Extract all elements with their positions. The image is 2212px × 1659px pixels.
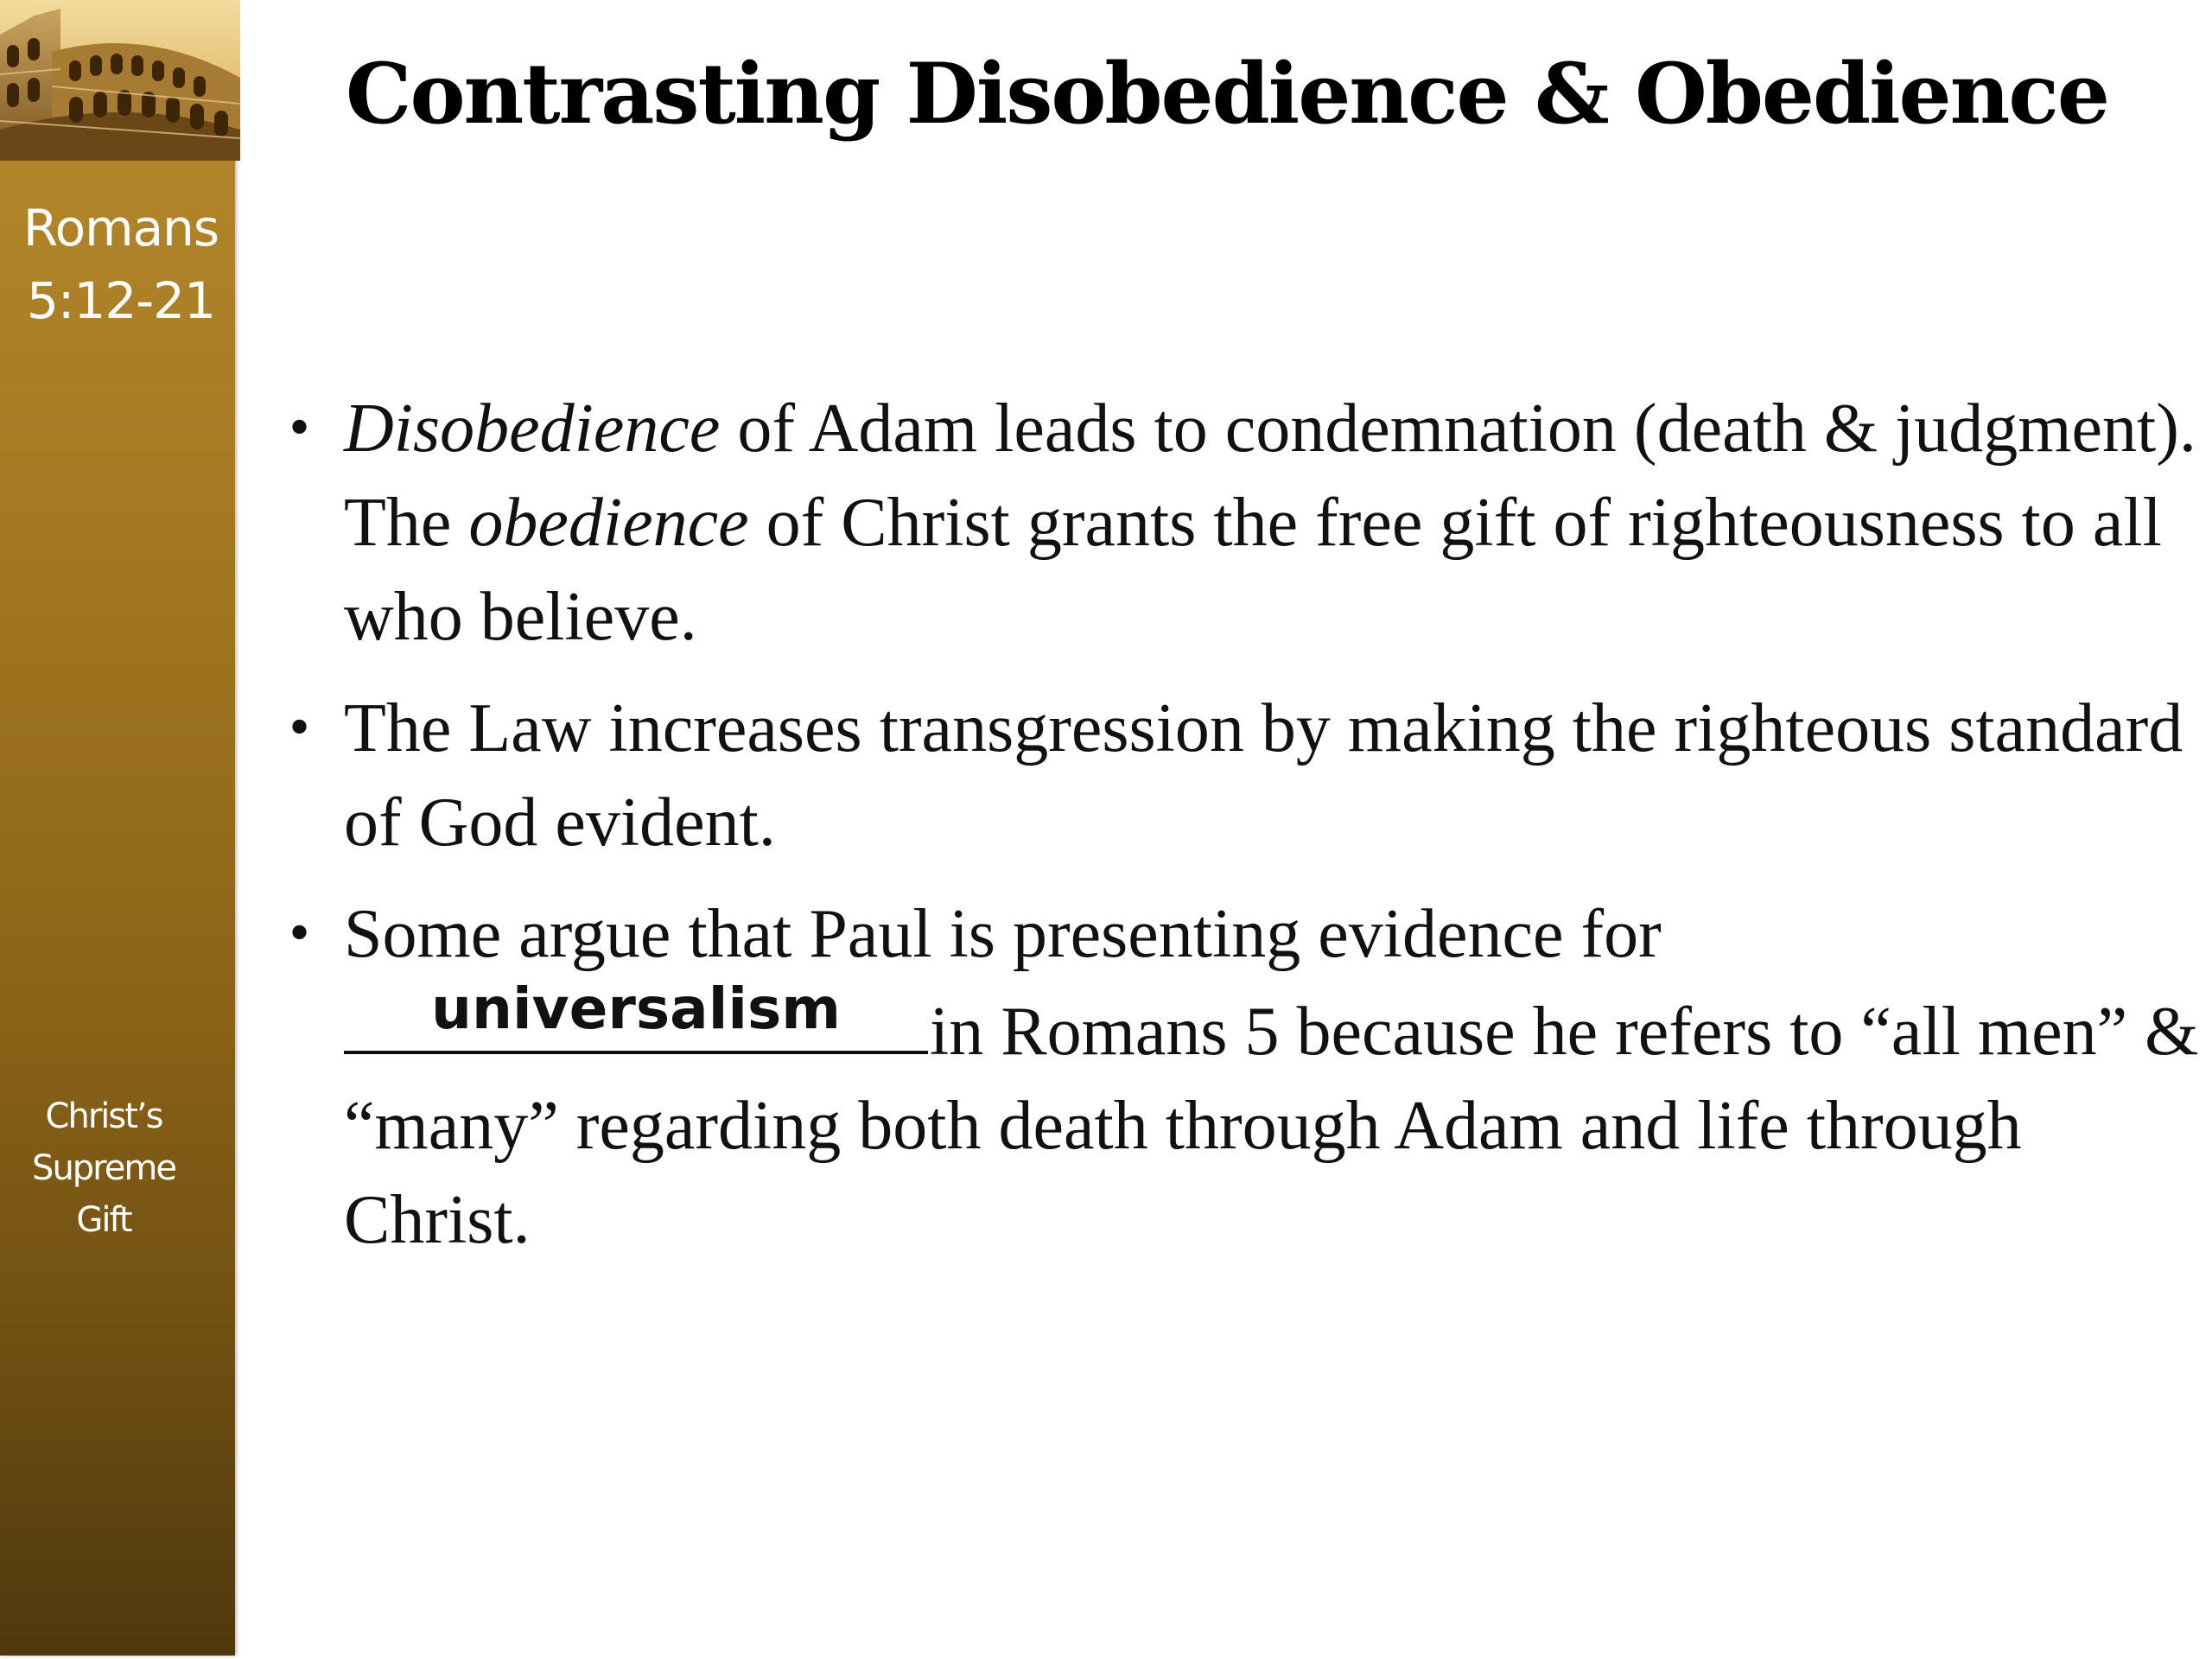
bullet-item	[285, 682, 2203, 870]
bullet-dot-icon: •	[285, 401, 315, 457]
sidebar-subtitle	[0, 1090, 207, 1246]
colosseum-image	[0, 0, 240, 161]
sidebar-subtitle-line: Gift	[76, 1200, 131, 1240]
bullet-item	[285, 382, 2203, 664]
bullet-text: in Romans 5 because he refers to “all men” & “many” regarding both death through Adam and life through Christ.	[344, 994, 2199, 1258]
bullet-text: of Christ grants the free gift of righteousness to all who believe.	[344, 485, 2162, 655]
sidebar-title	[0, 192, 242, 337]
bullet-text-italic: obedience	[468, 485, 749, 561]
bullet-text: The Law increases transgression by making the righteous standard of God evident.	[344, 690, 2183, 861]
bullet-text-italic: Disobedience	[344, 391, 721, 467]
sidebar	[0, 0, 235, 1656]
sidebar-subtitle-line: Christ’s	[45, 1096, 162, 1136]
sidebar-title-line: 5:12-21	[27, 271, 215, 330]
bullet-text: of Adam leads to condemnation (death & judgment). The	[344, 391, 2196, 561]
sidebar-title-line: Romans	[22, 199, 219, 257]
sidebar-subtitle-line: Supreme	[32, 1148, 175, 1188]
bullet-dot-icon: •	[285, 701, 315, 757]
bullet-list	[285, 382, 2203, 1285]
blank-answer: universalism	[430, 976, 842, 1042]
bullet-dot-icon: •	[285, 906, 315, 963]
fill-in-blank	[344, 976, 928, 1054]
bullet-item	[285, 887, 2203, 1268]
slide-title: Contrasting Disobedience & Obedience	[346, 45, 2108, 143]
bullet-text: Some argue that Paul is presenting evidence for	[344, 896, 1662, 972]
